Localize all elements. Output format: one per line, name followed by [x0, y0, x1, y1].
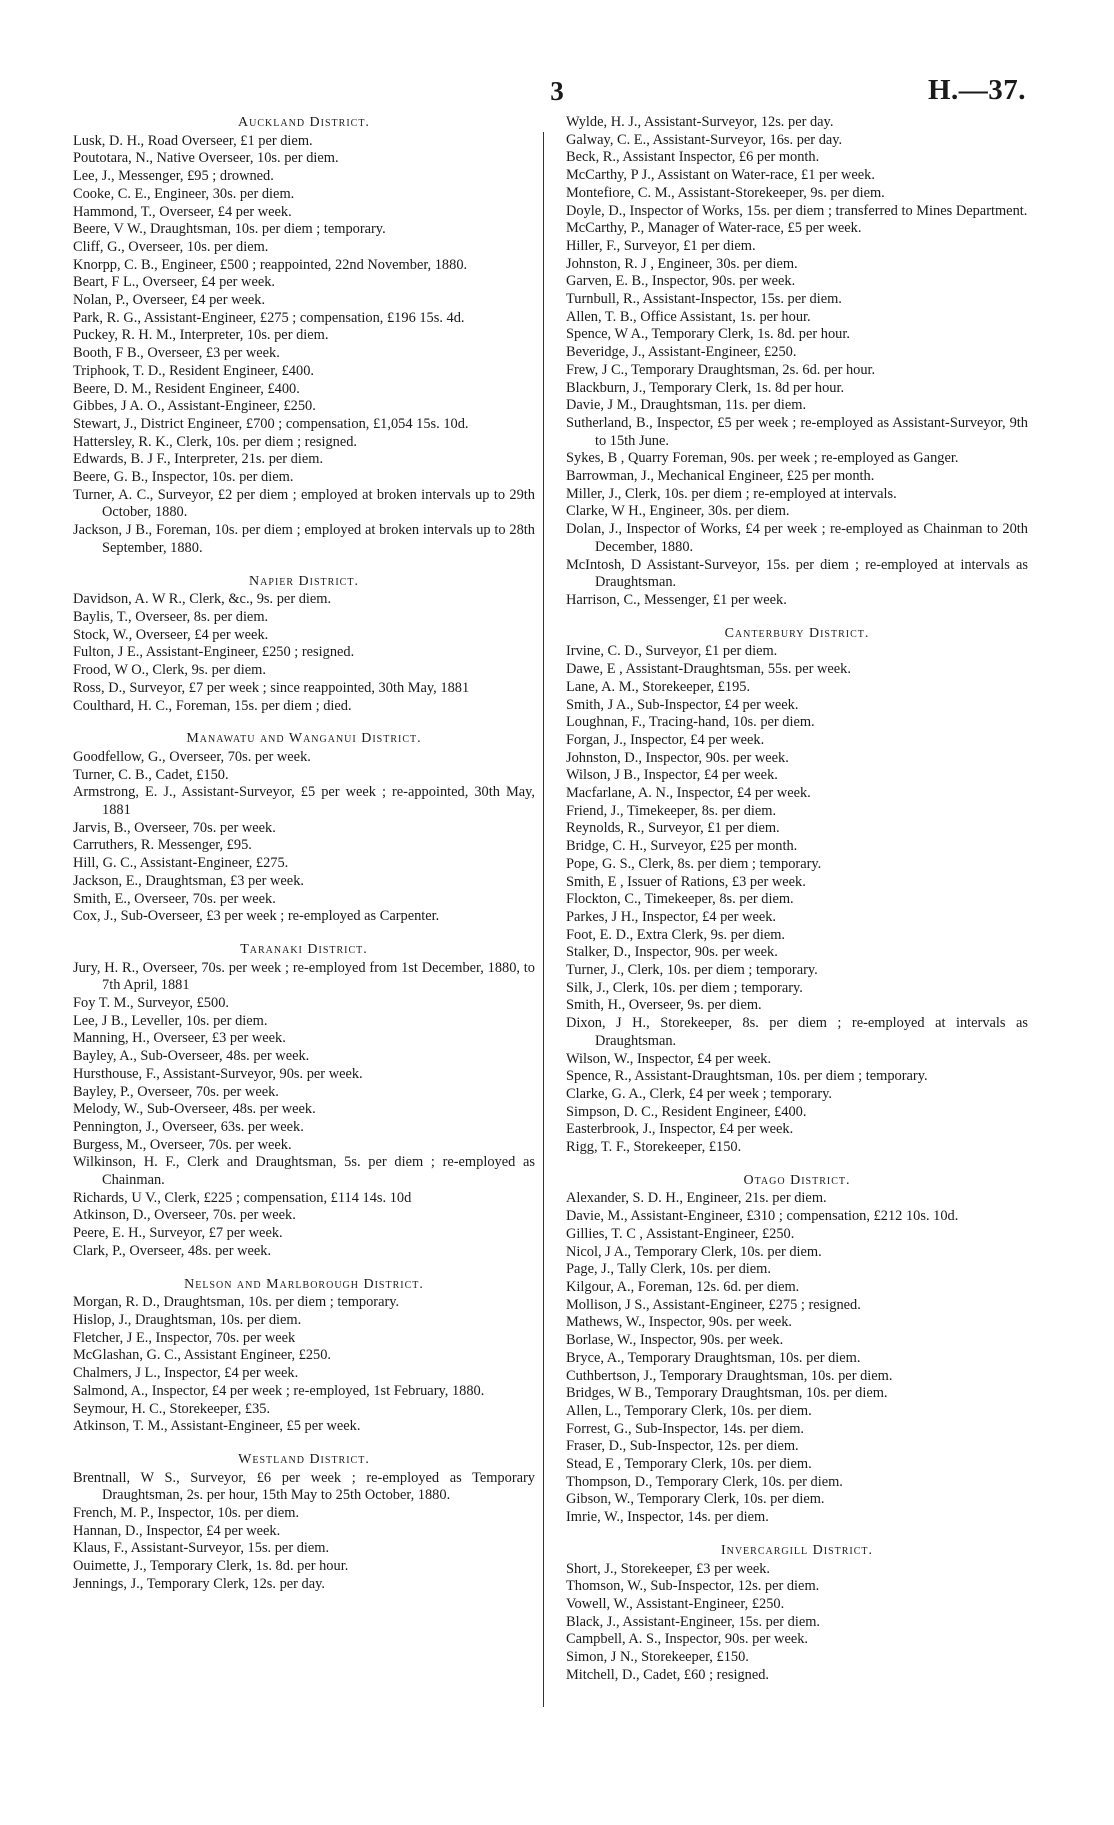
staff-entry: Imrie, W., Inspector, 14s. per diem.: [566, 1509, 769, 1526]
staff-entry: Brentnall, W S., Surveyor, £6 per week ; re-employed as Temporary Draughtsman, 2s. per hour, 15th May to 25th October, 1880.: [73, 1469, 535, 1504]
staff-entry: Carruthers, R. Messenger, £95.: [73, 837, 252, 854]
staff-entry: McIntosh, D Assistant-Surveyor, 15s. per diem ; re-employed at intervals as Draughtsman.: [566, 556, 1028, 591]
staff-entry: Hattersley, R. K., Clerk, 10s. per diem ; resigned.: [73, 433, 358, 450]
staff-entry: Sutherland, B., Inspector, £5 per week ; re-employed as Assistant-Surveyor, 9th to 15th June.: [566, 414, 1028, 449]
staff-entry: Beck, R., Assistant Inspector, £6 per month.: [566, 149, 820, 166]
staff-entry: Manning, H., Overseer, £3 per week.: [73, 1030, 286, 1047]
staff-entry: Goodfellow, G., Overseer, 70s. per week.: [73, 748, 311, 765]
staff-entry: Hill, G. C., Assistant-Engineer, £275.: [73, 855, 289, 872]
section-heading: Taranaki District.: [240, 941, 368, 957]
staff-entry: Thomson, W., Sub-Inspector, 12s. per diem.: [566, 1578, 820, 1595]
staff-entry: Armstrong, E. J., Assistant-Surveyor, £5 per week ; re-appointed, 30th May, 1881: [73, 784, 535, 819]
staff-entry: Turnbull, R., Assistant-Inspector, 15s. per diem.: [566, 291, 842, 308]
staff-entry: Stock, W., Overseer, £4 per week.: [73, 626, 269, 643]
section-manawatu-and-wanganui-district: [73, 730, 535, 926]
section-invercargill-district: [566, 1542, 1028, 1685]
staff-entry: Salmond, A., Inspector, £4 per week ; re-employed, 1st February, 1880.: [73, 1382, 485, 1399]
staff-entry: Burgess, M., Overseer, 70s. per week.: [73, 1136, 292, 1153]
staff-entry: McCarthy, P J., Assistant on Water-race, £1 per week.: [566, 167, 875, 184]
section-napier-district: [73, 573, 535, 716]
staff-entry: Jackson, J B., Foreman, 10s. per diem ; employed at broken intervals up to 28th September, 1880.: [73, 522, 535, 556]
staff-entry: Smith, H., Overseer, 9s. per diem.: [566, 997, 762, 1014]
staff-entry: Irvine, C. D., Surveyor, £1 per diem.: [566, 643, 778, 660]
staff-entry: Spence, R., Assistant-Draughtsman, 10s. per diem ; temporary.: [566, 1068, 928, 1085]
staff-entry: Smith, J A., Sub-Inspector, £4 per week.: [566, 696, 799, 713]
staff-entry: Jury, H. R., Overseer, 70s. per week ; re-employed from 1st December, 1880, to 7th April, 1881: [73, 959, 535, 994]
staff-entry: Fulton, J E., Assistant-Engineer, £250 ; resigned.: [73, 644, 355, 661]
staff-entry: Gibson, W., Temporary Clerk, 10s. per diem.: [566, 1491, 825, 1508]
staff-entry: Loughnan, F., Tracing-hand, 10s. per diem.: [566, 714, 815, 731]
staff-entry: Johnston, R. J , Engineer, 30s. per diem.: [566, 255, 798, 272]
section-heading: Auckland District.: [238, 115, 370, 130]
staff-entry: Bayley, P., Overseer, 70s. per week.: [73, 1083, 279, 1100]
staff-entry: Klaus, F., Assistant-Surveyor, 15s. per diem.: [73, 1540, 330, 1557]
staff-entry: Kilgour, A., Foreman, 12s. 6d. per diem.: [566, 1279, 800, 1295]
staff-entry: Blackburn, J., Temporary Clerk, 1s. 8d per hour.: [566, 379, 845, 396]
section-taranaki-district: [73, 941, 535, 1261]
staff-entry: Melody, W., Sub-Overseer, 48s. per week.: [73, 1101, 316, 1118]
staff-entry: Black, J., Assistant-Engineer, 15s. per diem.: [566, 1613, 821, 1630]
staff-entry: Jarvis, B., Overseer, 70s. per week.: [73, 819, 276, 836]
staff-entry: French, M. P., Inspector, 10s. per diem.: [73, 1505, 300, 1522]
staff-entry: Stewart, J., District Engineer, £700 ; compensation, £1,054 15s. 10d.: [73, 415, 469, 432]
staff-entry: Wilson, J B., Inspector, £4 per week.: [566, 767, 778, 784]
column-divider: [543, 132, 544, 1707]
staff-entry: Jennings, J., Temporary Clerk, 12s. per day.: [73, 1575, 325, 1592]
staff-entry: Edwards, B. J F., Interpreter, 21s. per diem.: [73, 451, 324, 468]
staff-entry: Friend, J., Timekeeper, 8s. per diem.: [566, 802, 777, 819]
staff-entry: Cox, J., Sub-Overseer, £3 per week ; re-employed as Carpenter.: [73, 908, 440, 925]
staff-entry: Puckey, R. H. M., Interpreter, 10s. per diem.: [73, 327, 329, 344]
staff-entry: Davie, J M., Draughtsman, 11s. per diem.: [566, 397, 807, 414]
staff-entry: Wylde, H. J., Assistant-Surveyor, 12s. per day.: [566, 114, 834, 130]
section-heading: Manawatu and Wanganui District.: [186, 731, 422, 747]
staff-entry: Knorpp, C. B., Engineer, £500 ; reappointed, 22nd November, 1880.: [73, 256, 468, 273]
staff-entry: Simpson, D. C., Resident Engineer, £400.: [566, 1103, 807, 1120]
staff-entry: Galway, C. E., Assistant-Surveyor, 16s. per day.: [566, 131, 843, 148]
staff-entry: Hannan, D., Inspector, £4 per week.: [73, 1522, 281, 1539]
staff-entry: Clark, P., Overseer, 48s. per week.: [73, 1242, 272, 1259]
staff-entry: Bridge, C. H., Surveyor, £25 per month.: [566, 838, 798, 855]
staff-entry: Forrest, G., Sub-Inspector, 14s. per diem.: [566, 1420, 805, 1437]
staff-entry: Triphook, T. D., Resident Engineer, £400.: [73, 362, 314, 379]
staff-entry: Wilson, W., Inspector, £4 per week.: [566, 1050, 772, 1067]
staff-entry: Lane, A. M., Storekeeper, £195.: [566, 678, 751, 695]
staff-entry: Pope, G. S., Clerk, 8s. per diem ; temporary.: [566, 855, 822, 872]
staff-entry: Page, J., Tally Clerk, 10s. per diem.: [566, 1261, 771, 1278]
section-canterbury-district: [566, 625, 1028, 1157]
staff-entry: Hursthouse, F., Assistant-Surveyor, 90s. per week.: [73, 1065, 363, 1082]
section-continued: [566, 114, 1028, 610]
staff-entry: Alexander, S. D. H., Engineer, 21s. per diem.: [566, 1190, 827, 1207]
staff-entry: Dixon, J H., Storekeeper, 8s. per diem ; re-employed at intervals as Draughtsman.: [566, 1015, 1028, 1049]
section-heading: Canterbury District.: [724, 625, 870, 641]
staff-entry: Vowell, W., Assistant-Engineer, £250.: [566, 1595, 785, 1612]
staff-entry: Mitchell, D., Cadet, £60 ; resigned.: [566, 1666, 770, 1683]
staff-entry: Bayley, A., Sub-Overseer, 48s. per week.: [73, 1048, 310, 1065]
staff-entry: Johnston, D., Inspector, 90s. per week.: [566, 749, 789, 766]
left-column: [73, 114, 535, 1594]
staff-entry: Rigg, T. F., Storekeeper, £150.: [566, 1139, 742, 1156]
staff-entry: Borlase, W., Inspector, 90s. per week.: [566, 1332, 784, 1349]
staff-entry: Beveridge, J., Assistant-Engineer, £250.: [566, 344, 797, 361]
staff-entry: Lusk, D. H., Road Overseer, £1 per diem.: [73, 132, 313, 149]
staff-entry: Harrison, C., Messenger, £1 per week.: [566, 591, 787, 608]
staff-entry: Barrowman, J., Mechanical Engineer, £25 per month.: [566, 468, 875, 485]
staff-entry: Mollison, J S., Assistant-Engineer, £275 ; resigned.: [566, 1296, 861, 1313]
staff-entry: Park, R. G., Assistant-Engineer, £275 ; compensation, £196 15s. 4d.: [73, 309, 465, 326]
section-westland-district: [73, 1451, 535, 1594]
staff-entry: Ross, D., Surveyor, £7 per week ; since reappointed, 30th May, 1881: [73, 679, 470, 696]
staff-entry: Flockton, C., Timekeeper, 8s. per diem.: [566, 891, 794, 908]
staff-entry: Doyle, D., Inspector of Works, 15s. per diem ; transferred to Mines Department.: [566, 202, 1028, 219]
staff-entry: Cliff, G., Overseer, 10s. per diem.: [73, 238, 269, 255]
staff-entry: Frew, J C., Temporary Draughtsman, 2s. 6d. per hour.: [566, 361, 876, 378]
section-otago-district: [566, 1172, 1028, 1527]
staff-entry: McCarthy, P., Manager of Water-race, £5 per week.: [566, 220, 862, 237]
staff-entry: Thompson, D., Temporary Clerk, 10s. per diem.: [566, 1473, 843, 1490]
staff-entry: Clarke, G. A., Clerk, £4 per week ; temporary.: [566, 1085, 833, 1102]
staff-entry: McGlashan, G. C., Assistant Engineer, £250.: [73, 1347, 332, 1364]
staff-entry: Allen, T. B., Office Assistant, 1s. per hour.: [566, 308, 811, 325]
staff-entry: Simon, J N., Storekeeper, £150.: [566, 1649, 749, 1666]
staff-entry: Beere, G. B., Inspector, 10s. per diem.: [73, 469, 294, 486]
staff-entry: Seymour, H. C., Storekeeper, £35.: [73, 1400, 271, 1417]
staff-entry: Morgan, R. D., Draughtsman, 10s. per diem ; temporary.: [73, 1294, 400, 1311]
staff-entry: Dolan, J., Inspector of Works, £4 per week ; re-employed as Chainman to 20th December, 1880.: [566, 521, 1028, 555]
staff-entry: Nolan, P., Overseer, £4 per week.: [73, 292, 266, 309]
staff-entry: Atkinson, T. M., Assistant-Engineer, £5 per week.: [73, 1418, 361, 1435]
staff-entry: Fletcher, J E., Inspector, 70s. per week: [73, 1329, 296, 1346]
staff-entry: Montefiore, C. M., Assistant-Storekeeper, 9s. per diem.: [566, 184, 885, 201]
staff-entry: Beere, V W., Draughtsman, 10s. per diem ; temporary.: [73, 221, 386, 238]
staff-entry: Miller, J., Clerk, 10s. per diem ; re-employed at intervals.: [566, 485, 897, 502]
staff-entry: Davidson, A. W R., Clerk, &c., 9s. per diem.: [73, 591, 332, 608]
staff-entry: Lee, J., Messenger, £95 ; drowned.: [73, 168, 274, 185]
staff-entry: Bridges, W B., Temporary Draughtsman, 10s. per diem.: [566, 1385, 888, 1402]
staff-entry: Cooke, C. E., Engineer, 30s. per diem.: [73, 185, 295, 202]
staff-entry: Chalmers, J L., Inspector, £4 per week.: [73, 1365, 299, 1382]
staff-entry: Wilkinson, H. F., Clerk and Draughtsman, 5s. per diem ; re-employed as Chainman.: [73, 1154, 535, 1189]
staff-entry: Silk, J., Clerk, 10s. per diem ; temporary.: [566, 979, 803, 996]
staff-entry: Peere, E. H., Surveyor, £7 per week.: [73, 1225, 283, 1242]
staff-entry: Pennington, J., Overseer, 63s. per week.: [73, 1118, 304, 1135]
staff-entry: Spence, W A., Temporary Clerk, 1s. 8d. per hour.: [566, 326, 850, 343]
staff-entry: Hammond, T., Overseer, £4 per week.: [73, 203, 292, 220]
staff-entry: Stalker, D., Inspector, 90s. per week.: [566, 944, 778, 961]
section-auckland-district: [73, 114, 535, 558]
staff-entry: Turner, A. C., Surveyor, £2 per diem ; employed at broken intervals up to 29th October, 1880.: [73, 486, 535, 521]
section-nelson-and-marlborough-district: [73, 1276, 535, 1436]
section-heading: Nelson and Marlborough District.: [184, 1276, 424, 1292]
staff-entry: Coulthard, H. C., Foreman, 15s. per diem ; died.: [73, 697, 352, 714]
staff-entry: Gillies, T. C , Assistant-Engineer, £250.: [566, 1225, 795, 1242]
staff-entry: Macfarlane, A. N., Inspector, £4 per week.: [566, 785, 811, 802]
staff-entry: Forgan, J., Inspector, £4 per week.: [566, 731, 765, 748]
staff-entry: Baylis, T., Overseer, 8s. per diem.: [73, 608, 269, 625]
section-heading: Napier District.: [249, 573, 359, 589]
staff-entry: Foot, E. D., Extra Clerk, 9s. per diem.: [566, 926, 786, 943]
staff-entry: Atkinson, D., Overseer, 70s. per week.: [73, 1207, 296, 1224]
staff-entry: Davie, M., Assistant-Engineer, £310 ; compensation, £212 10s. 10d.: [566, 1208, 959, 1225]
document-code: H.—37.: [927, 74, 1026, 106]
staff-entry: Lee, J B., Leveller, 10s. per diem.: [73, 1012, 268, 1029]
staff-entry: Poutotara, N., Native Overseer, 10s. per diem.: [73, 150, 339, 167]
section-heading: Westland District.: [238, 1451, 370, 1467]
staff-entry: Gibbes, J A. O., Assistant-Engineer, £250.: [73, 398, 316, 415]
staff-entry: Ouimette, J., Temporary Clerk, 1s. 8d. per hour.: [73, 1558, 349, 1575]
section-heading: Invercargill District.: [720, 1542, 874, 1558]
staff-entry: Richards, U V., Clerk, £225 ; compensation, £114 14s. 10d: [73, 1189, 412, 1206]
staff-entry: Smith, E., Overseer, 70s. per week.: [73, 890, 276, 907]
staff-entry: Reynolds, R., Surveyor, £1 per diem.: [566, 820, 780, 837]
section-heading: Otago District.: [743, 1172, 851, 1188]
staff-entry: Foy T. M., Surveyor, £500.: [73, 995, 229, 1012]
staff-entry: Campbell, A. S., Inspector, 90s. per week.: [566, 1631, 809, 1648]
staff-entry: Garven, E. B., Inspector, 90s. per week.: [566, 273, 796, 290]
staff-entry: Turner, C. B., Cadet, £150.: [73, 766, 229, 783]
staff-entry: Sykes, B , Quarry Foreman, 90s. per week ; re-employed as Ganger.: [566, 450, 959, 467]
staff-entry: Beart, F L., Overseer, £4 per week.: [73, 274, 276, 291]
staff-entry: Beere, D. M., Resident Engineer, £400.: [73, 380, 300, 397]
staff-entry: Smith, E , Issuer of Rations, £3 per week.: [566, 873, 806, 890]
staff-entry: Cuthbertson, J., Temporary Draughtsman, 10s. per diem.: [566, 1367, 893, 1384]
staff-entry: Parkes, J H., Inspector, £4 per week.: [566, 908, 777, 925]
staff-entry: Nicol, J A., Temporary Clerk, 10s. per diem.: [566, 1243, 822, 1260]
staff-entry: Short, J., Storekeeper, £3 per week.: [566, 1560, 771, 1577]
staff-entry: Bryce, A., Temporary Draughtsman, 10s. per diem.: [566, 1349, 861, 1366]
staff-entry: Clarke, W H., Engineer, 30s. per diem.: [566, 503, 790, 520]
staff-entry: Allen, L., Temporary Clerk, 10s. per diem.: [566, 1402, 812, 1419]
staff-entry: Fraser, D., Sub-Inspector, 12s. per diem.: [566, 1438, 799, 1455]
staff-entry: Hislop, J., Draughtsman, 10s. per diem.: [73, 1312, 302, 1328]
staff-entry: Easterbrook, J., Inspector, £4 per week.: [566, 1121, 794, 1138]
staff-entry: Booth, F B., Overseer, £3 per week.: [73, 345, 280, 362]
page-number: 3: [550, 76, 564, 106]
staff-entry: Hiller, F., Surveyor, £1 per diem.: [566, 237, 756, 254]
staff-entry: Dawe, E , Assistant-Draughtsman, 55s. per week.: [566, 661, 851, 678]
staff-entry: Frood, W O., Clerk, 9s. per diem.: [73, 662, 266, 679]
staff-entry: Stead, E , Temporary Clerk, 10s. per diem.: [566, 1456, 812, 1473]
staff-entry: Turner, J., Clerk, 10s. per diem ; temporary.: [566, 962, 818, 979]
staff-entry: Mathews, W., Inspector, 90s. per week.: [566, 1314, 793, 1331]
right-column: [566, 114, 1028, 1684]
staff-entry: Jackson, E., Draughtsman, £3 per week.: [73, 872, 304, 889]
